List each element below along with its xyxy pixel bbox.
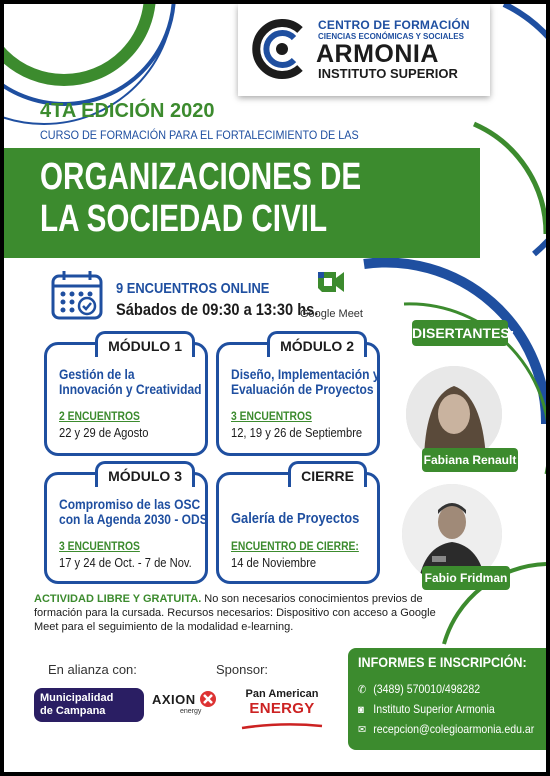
pae-swoosh-icon (240, 722, 324, 730)
module-1-title-2: Innovación y Creatividad (59, 381, 202, 397)
speaker-1-name: Fabiana Renault (422, 448, 518, 472)
speakers-label: DISERTANTES: (412, 320, 508, 346)
sponsor-label: Sponsor: (216, 662, 269, 677)
contact-box (348, 648, 546, 750)
info-body: No son necesarios conocimientos previos de formación para la cursada. Recursos necesarios: Dispositivo con acceso a Google Meet para el seguimiento de la modalidad e-learning. (34, 593, 436, 633)
module-1-title-1: Gestión de la (59, 366, 135, 382)
module-1-card (44, 338, 208, 456)
institute-logo (238, 4, 490, 96)
contact-email-row (358, 722, 534, 736)
logo-line-2: CIENCIAS ECONÓMICAS Y SOCIALES (318, 32, 464, 41)
module-2-dates: 12, 19 y 26 de Septiembre (231, 425, 363, 440)
contact-title: INFORMES E INSCRIPCIÓN: (358, 654, 527, 670)
alliance-label: En alianza con: (48, 662, 137, 677)
encounters-count: 9 ENCUENTROS ONLINE (116, 280, 270, 297)
closing-count: ENCUENTRO DE CIERRE: (231, 539, 359, 553)
google-meet-label: Google Meet (300, 308, 363, 320)
module-1-dates: 22 y 29 de Agosto (59, 425, 149, 440)
municipality-logo (34, 688, 144, 722)
course-subtitle: CURSO DE FORMACIÓN PARA EL FORTALECIMIENTO DE LAS (40, 128, 359, 142)
module-3-card (44, 468, 208, 584)
axion-sub: energy (180, 708, 202, 715)
email-icon: ✉ (358, 724, 367, 736)
contact-phone: (3489) 570010/498282 (373, 682, 481, 696)
logo-line-1: CENTRO DE FORMACIÓN (318, 18, 470, 32)
module-3-title-2: con la Agenda 2030 - ODS (59, 511, 208, 527)
module-2-count: 3 ENCUENTROS (231, 409, 312, 423)
logo-emblem-icon (252, 18, 312, 80)
info-paragraph (34, 592, 454, 634)
module-3-count: 3 ENCUENTROS (59, 539, 140, 553)
module-2-card (216, 338, 380, 456)
contact-social: Instituto Superior Armonia (373, 702, 495, 716)
logo-line-3: ARMONIA (316, 40, 439, 68)
calendar-icon (50, 268, 104, 322)
municipality-line-1: Municipalidad (40, 692, 114, 704)
schedule-time: Sábados de 09:30 a 13:30 hs. (116, 300, 319, 319)
pae-line-1: Pan American (245, 688, 319, 700)
main-title-line-1: ORGANIZACIONES DE (40, 156, 362, 198)
logo-line-4: INSTITUTO SUPERIOR (318, 66, 458, 81)
pae-line-2: ENERGY (249, 700, 315, 717)
municipality-line-2: de Campana (40, 705, 106, 717)
whatsapp-icon: ✆ (358, 684, 367, 696)
closing-title: Galería de Proyectos (231, 510, 360, 527)
google-meet-icon (316, 266, 346, 298)
closing-card (216, 468, 380, 584)
contact-email[interactable]: recepcion@colegioarmonia.edu.ar (373, 722, 535, 736)
module-2-title-1: Diseño, Implementación y (231, 366, 380, 382)
edition-title: 4TA EDICIÓN 2020 (40, 100, 215, 122)
axion-logo (152, 690, 217, 715)
module-1-tab: MÓDULO 1 (95, 331, 195, 357)
module-2-title-2: Evaluación de Proyectos (231, 381, 374, 397)
module-3-tab: MÓDULO 3 (95, 461, 195, 487)
axion-name: AXION (152, 691, 196, 707)
main-title-line-2: LA SOCIEDAD CIVIL (40, 198, 328, 240)
axion-x-icon (199, 690, 217, 708)
contact-phone-row (358, 682, 480, 696)
module-3-title-1: Compromiso de las OSC (59, 496, 201, 512)
module-2-tab: MÓDULO 2 (267, 331, 367, 357)
flyer (4, 4, 546, 772)
info-bold: ACTIVIDAD LIBRE Y GRATUITA. (34, 593, 202, 605)
closing-dates: 14 de Noviembre (231, 555, 317, 570)
facebook-instagram-icon: ◙ (358, 704, 364, 716)
main-title (40, 156, 361, 240)
contact-social-row (358, 702, 495, 716)
module-3-dates: 17 y 24 de Oct. - 7 de Nov. (59, 555, 192, 570)
speaker-2-name: Fabio Fridman (422, 566, 510, 590)
pan-american-energy-logo (240, 688, 324, 735)
module-1-count: 2 ENCUENTROS (59, 409, 140, 423)
closing-tab: CIERRE (288, 461, 367, 487)
